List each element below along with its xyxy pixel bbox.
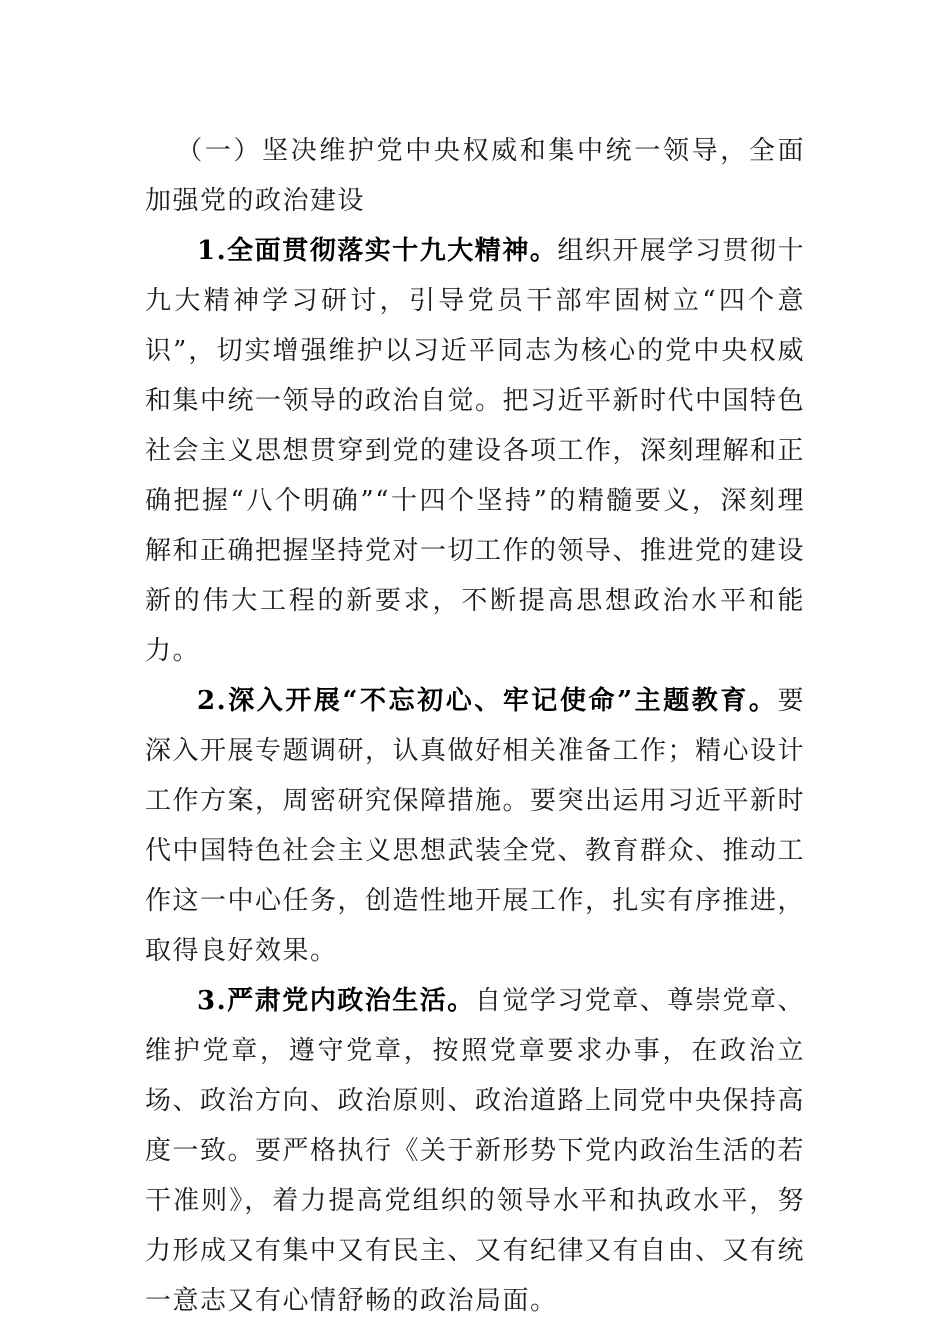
item-paragraph-1 xyxy=(145,226,805,676)
item-body-3: 自觉学习党章、尊崇党章、维护党章，遵守党章，按照党章要求办事，在政治立场、政治方向、政治原则、政治道路上同党中央保持高度一致。要严格执行《关于新形势下党内政治生活的若干准则》，着力提高党组织的领导水平和执政水平，努力形成又有集中又有民主、又有纪律又有自由、又有统一意志又有心情舒畅的政治局面。 xyxy=(145,986,806,1316)
item-body-2: 要深入开展专题调研，认真做好相关准备工作；精心设计工作方案，周密研究保障措施。要突出运用习近平新时代中国特色社会主义思想武装全党、教育群众、推动工作这一中心任务，创造性地开展工作，扎实有序推进，取得良好效果。 xyxy=(145,686,806,966)
item-paragraph-2 xyxy=(145,676,805,976)
item-lead-3: 3.严肃党内政治生活。 xyxy=(197,986,475,1016)
section-heading: （一）坚决维护党中央权威和集中统一领导，全面加强党的政治建设 xyxy=(145,136,805,216)
document-body xyxy=(145,126,805,1326)
item-body-1: 组织开展学习贯彻十九大精神学习研讨，引导党员干部牢固树立“四个意识”，切实增强维护以习近平同志为核心的党中央权威和集中统一领导的政治自觉。把习近平新时代中国特色社会主义思想贯穿到党的建设各项工作，深刻理解和正确把握“八个明确”“十四个坚持”的精髓要义，深刻理解和正确把握坚持党对一切工作的领导、推进党的建设新的伟大工程的新要求，不断提高思想政治水平和能力。 xyxy=(145,236,806,666)
item-lead-2: 2.深入开展“不忘初心、牢记使命”主题教育。 xyxy=(197,686,778,716)
item-lead-1: 1.全面贯彻落实十九大精神。 xyxy=(197,236,558,266)
item-paragraph-3 xyxy=(145,976,805,1326)
